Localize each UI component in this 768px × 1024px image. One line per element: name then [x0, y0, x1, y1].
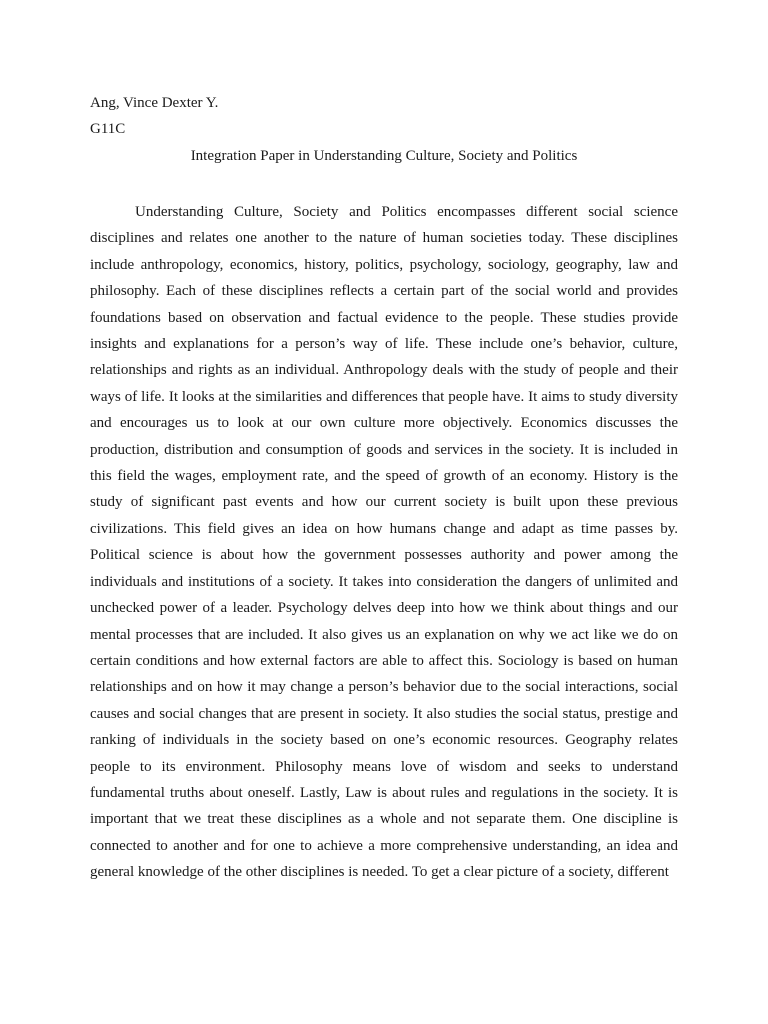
author-name: Ang, Vince Dexter Y.: [90, 95, 219, 111]
body-paragraph: Understanding Culture, Society and Politics encompasses different social science disciplines and relates one another to the nature of human societies today. These disciplines include anthropology, economics, history, politics, psychology, sociology, geography, law and philosophy. Each of these disciplines reflects a certain part of the social world and provides foundations based on observation and factual evidence to the people. These studies provide insights and explanations for a person’s way of life. These include one’s behavior, culture, relationships and rights as an individual. Anthropology deals with the study of people and their ways of life. It looks at the similarities and differences that people have. It aims to study diversity and encourages us to look at our own culture more objectively. Economics discusses the production, distribution and consumption of goods and services in the society. It is included in this field the wages, employment rate, and the speed of growth of an economy. History is the study of significant past events and how our current society is built upon these previous civilizations. This field gives an idea on how humans change and adapt as time passes by. Political science is about how the government possesses authority and power among the individuals and institutions of a society. It takes into consideration the dangers of unlimited and unchecked power of a leader. Psychology delves deep into how we think about things and our mental processes that are included. It also gives us an explanation on why we act like we do on certain conditions and how external factors are able to affect this. Sociology is based on human relationships and on how it may change a person’s behavior due to the social interactions, social causes and social changes that are present in society. It also studies the social status, prestige and ranking of individuals in the society based on one’s economic resources. Geography relates people to its environment. Philosophy means love of wisdom and seeks to understand fundamental truths about oneself. Lastly, Law is about rules and regulations in the society. It is important that we treat these disciplines as a whole and not separate them. One discipline is connected to another and for one to achieve a more comprehensive understanding, an idea and general knowledge of the other disciplines is needed. To get a clear picture of a society, different: [90, 204, 678, 881]
paper-title: Integration Paper in Understanding Culture, Society and Politics: [190, 148, 578, 164]
section-label: G11C: [90, 121, 126, 137]
